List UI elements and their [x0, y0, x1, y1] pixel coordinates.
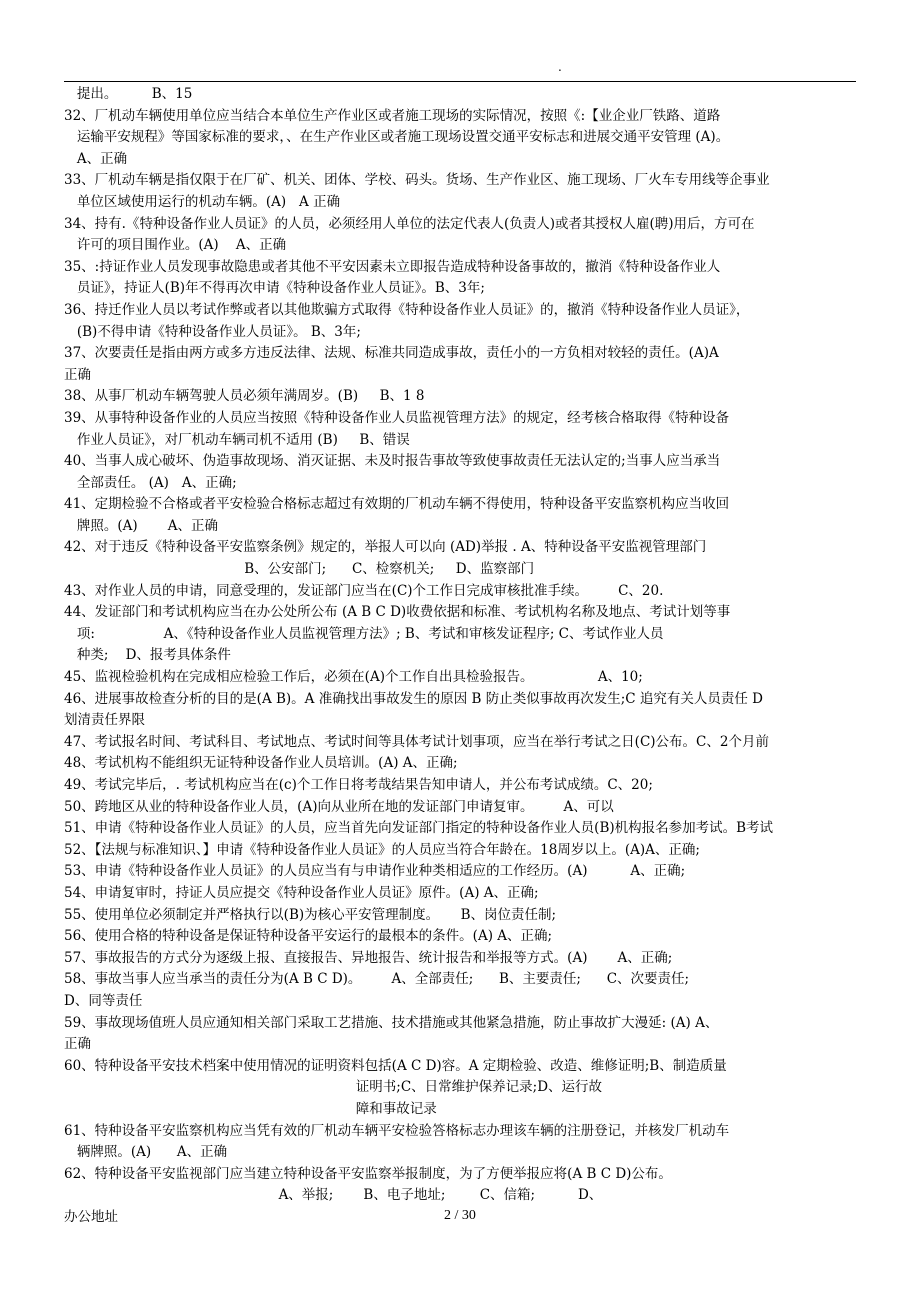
text-line: 56、使用合格的特种设备是保证特种设备平安运行的最根本的条件。(A) A、正确; — [64, 928, 553, 945]
document-body — [64, 84, 860, 1228]
text-line: 辆牌照。(A) A、正确 — [64, 1144, 228, 1161]
text-line: B、公安部门; C、检察机关; D、监察部门 — [64, 561, 535, 578]
text-line: 38、从事厂机动车辆驾驶人员必须年满周岁。(B) B、1 8 — [64, 388, 425, 405]
text-line: 提出。 B、15 — [64, 86, 193, 102]
text-line: 种类; D、报考具体条件 — [64, 647, 231, 664]
text-line: 59、事故现场值班人员应通知相关部门采取工艺措施、技术措施或其他紧急措施，防止事故扩大漫延: (A) A、 — [64, 1014, 719, 1031]
text-line: 37、次要责任是指由两方或多方违反法律、法规、标准共同造成事故，责任小的一方负相对较轻的责任。(A)A — [64, 345, 719, 362]
text-line: 34、持有.《特种设备作业人员证》的人员，必须经用人单位的法定代表人(负责人)或者其授权人雇(聘)用后，方可在 — [64, 215, 755, 232]
text-line: 52、【法规与标准知识、】申请《特种设备作业人员证》的人员应当符合年龄在。18周岁以上。(A)A、正确; — [64, 841, 700, 858]
text-line: 牌照。(A) A、正确 — [64, 517, 218, 534]
text-line: 46、进展事故检查分析的目的是(A B)。A 准确找出事故发生的原因 B 防止类似事故再次发生;C 追究有关人员责任 D — [64, 690, 763, 707]
text-line: 57、事故报告的方式分为逐级上报、直接报告、异地报告、统计报告和举报等方式。(A) A、正确; — [64, 949, 673, 966]
text-line: 35、:持证作业人员发现事故隐患或者其他不平安因素未立即报告造成特种设备事故的，撤消《特种设备作业人 — [64, 258, 721, 275]
text-line: 划清责任界限 — [64, 712, 145, 729]
text-line: 正确 — [64, 366, 91, 383]
text-line: 40、当事人成心破坏、伪造事故现场、消灭证据、未及时报告事故等致使事故责任无法认定的;当事人应当承当 — [64, 453, 721, 470]
header-rule — [64, 81, 856, 82]
text-line: 53、申请《特种设备作业人员证》的人员应当有与申请作业种类相适应的工作经历。(A) A、正确; — [64, 863, 686, 880]
text-line: 32、厂机动车辆使用单位应当结合本单位生产作业区或者施工现场的实际情况，按照《:【业企业厂铁路、道路 — [64, 107, 721, 124]
text-line: D、同等责任 — [64, 992, 143, 1009]
text-line: A、正确 — [64, 150, 128, 167]
text-line: 许可的项目围作业。(A) A、正确 — [64, 237, 287, 254]
text-line: 48、考试机构不能组织无证特种设备作业人员培训。(A) A、正确; — [64, 755, 458, 772]
text-line: 运输平安规程》等国家标准的要求，、在生产作业区或者施工现场设置交通平安标志和进展交通平安管理 (A)。 — [64, 129, 730, 146]
text-line: 作业人员证》，对厂机动车辆司机不适用 (B) B、错误 — [64, 431, 410, 448]
text-line: 43、对作业人员的申请，同意受理的，发证部门应当在(C)个工作日完成审核批准手续。 C、20. — [64, 582, 664, 599]
text-line: 42、对于违反《特种设备平安监察条例》规定的，举报人可以向 (AD)举报 . A、特种设备平安监视管理部门 — [64, 539, 707, 556]
text-line: 61、特种设备平安监察机构应当凭有效的厂机动车辆平安检验答格标志办理该车辆的注册登记，并核发厂机动车 — [64, 1122, 730, 1139]
text-line: 33、厂机动车辆是指仅限于在厂矿、机关、团体、学校、码头。货场、生产作业区、施工现场、厂火车专用线等企事业 — [64, 172, 770, 189]
text-line: 62、特种设备平安监视部门应当建立特种设备平安监察举报制度，为了方便举报应将(A B C D)公布。 — [64, 1165, 672, 1182]
text-line: 36、持迁作业人员以考试作弊或者以其他欺骗方式取得《特种设备作业人员证》的，撤消《特种设备作业人员证》， — [64, 301, 750, 318]
text-line: 49、考试完毕后，. 考试机构应当在(c)个工作日将考哉结果告知申请人，并公布考试成绩。C、20; — [64, 777, 653, 793]
page-number: 2 / 30 — [444, 1208, 476, 1223]
text-line: 51、申请《特种设备作业人员证》的人员，应当首先向发证部门指定的特种设备作业人员(B)机构报名参加考试。B考试 — [64, 820, 774, 837]
text-line: 55、使用单位必须制定并严格执行以(B)为核心平安管理制度。 B、岗位责任制; — [64, 906, 557, 923]
text-line: 39、从事特种设备作业的人员应当按照《特种设备作业人员监视管理方法》的规定，经考核合格取得《特种设备 — [64, 409, 730, 426]
text-line: A、举报; B、电子地址; C、信箱; D、 — [64, 1187, 603, 1204]
text-line: 全部责任。 (A) A、正确; — [64, 474, 237, 491]
text-line: 办公地址 — [64, 1208, 118, 1225]
text-line: 60、特种设备平安技术档案中使用情况的证明资料包括(A C D)容。A 定期检验、改造、维修证明;B、制造质量 — [64, 1057, 727, 1074]
header-mark: . — [558, 60, 562, 74]
text-line: 正确 — [64, 1036, 91, 1053]
text-line: 54、申请复审时，持证人员应提交《特种设备作业人员证》原件。(A) A、正确; — [64, 884, 539, 901]
text-line: 障和事故记录 — [64, 1100, 437, 1117]
text-line: 50、跨地区从业的特种设备作业人员，(A)向从业所在地的发证部门申请复审。 A、可以 — [64, 798, 614, 815]
text-line: 员证》，持证人(B)年不得再次申请《特种设备作业人员证》。B、3年; — [64, 280, 485, 297]
text-line: (B)不得申请《特种设备作业人员证》。 B、3年; — [64, 323, 361, 340]
text-line: 47、考试报名时间、考试科目、考试地点、考试时间等具体考试计划事项，应当在举行考试之日(C)公布。C、2个月前 — [64, 733, 769, 750]
text-line: 项: A、《特种设备作业人员监视管理方法》; B、考试和审核发证程序; C、考试作业人员 — [64, 625, 664, 642]
text-line: 58、事故当事人应当承当的责任分为(A B C D)。 A、全部责任; B、主要责任; C、次要责任; — [64, 971, 690, 988]
text-line: 45、监视检验机构在完成相应检验工作后，必须在(A)个工作自出具检验报告。 A、10; — [64, 669, 643, 686]
text-line: 证明书;C、日常维护保养记录;D、运行故 — [64, 1079, 603, 1096]
text-line: 单位区域使用运行的机动车辆。(A) A 正确 — [64, 193, 341, 210]
text-line: 44、发证部门和考试机构应当在办公处所公布 (A B C D)收费依据和标准、考试机构名称及地点、考试计划等事 — [64, 604, 731, 621]
text-line: 41、定期检验不合格或者平安检验合格标志超过有效期的厂机动车辆不得使用，特种设备平安监察机构应当收回 — [64, 496, 730, 513]
